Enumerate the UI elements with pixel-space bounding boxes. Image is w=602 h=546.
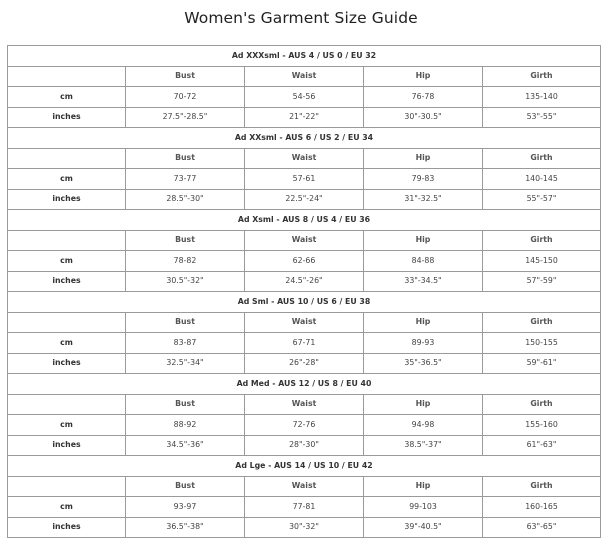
column-header-row: [8, 476, 601, 497]
column-header-girth: Girth: [483, 148, 601, 169]
measurement-value-hip: 84-88: [364, 251, 483, 272]
column-header-hip: Hip: [364, 312, 483, 333]
measurement-value-girth: 59"-61": [483, 353, 601, 374]
measurement-value-bust: 83-87: [126, 333, 245, 354]
measurement-value-girth: 53"-55": [483, 107, 601, 128]
measurement-value-girth: 160-165: [483, 497, 601, 518]
column-header-girth: Girth: [483, 394, 601, 415]
measurement-value-girth: 155-160: [483, 415, 601, 436]
measurement-value-bust: 28.5"-30": [126, 189, 245, 210]
measurement-value-bust: 32.5"-34": [126, 353, 245, 374]
unit-label: inches: [8, 353, 126, 374]
column-header-bust: Bust: [126, 312, 245, 333]
column-header-waist: Waist: [245, 312, 364, 333]
measurement-value-waist: 24.5"-26": [245, 271, 364, 292]
measurement-value-waist: 28"-30": [245, 435, 364, 456]
measurement-value-waist: 26"-28": [245, 353, 364, 374]
column-header-girth: Girth: [483, 312, 601, 333]
measurement-value-bust: 30.5"-32": [126, 271, 245, 292]
column-header-hip: Hip: [364, 476, 483, 497]
column-header-hip: Hip: [364, 230, 483, 251]
measurement-value-hip: 79-83: [364, 169, 483, 190]
measurement-value-bust: 78-82: [126, 251, 245, 272]
unit-label: cm: [8, 497, 126, 518]
measurement-value-hip: 31"-32.5": [364, 189, 483, 210]
size-section-title: Ad Sml - AUS 10 / US 6 / EU 38: [8, 292, 601, 313]
column-header-waist: Waist: [245, 230, 364, 251]
measurement-value-bust: 27.5"-28.5": [126, 107, 245, 128]
size-section-title: Ad Xsml - AUS 8 / US 4 / EU 36: [8, 210, 601, 231]
measurement-row-cm: [8, 497, 601, 518]
empty-corner-cell: [8, 476, 126, 497]
measurement-row-cm: [8, 169, 601, 190]
measurement-row-inches: [8, 189, 601, 210]
measurement-row-cm: [8, 415, 601, 436]
column-header-bust: Bust: [126, 476, 245, 497]
measurement-value-hip: 33"-34.5": [364, 271, 483, 292]
measurement-value-hip: 30"-30.5": [364, 107, 483, 128]
size-section-header: [8, 292, 601, 313]
measurement-row-inches: [8, 353, 601, 374]
unit-label: cm: [8, 333, 126, 354]
measurement-value-girth: 61"-63": [483, 435, 601, 456]
measurement-value-waist: 62-66: [245, 251, 364, 272]
measurement-value-bust: 70-72: [126, 87, 245, 108]
unit-label: cm: [8, 251, 126, 272]
unit-label: inches: [8, 271, 126, 292]
measurement-value-waist: 22.5"-24": [245, 189, 364, 210]
column-header-hip: Hip: [364, 394, 483, 415]
measurement-value-hip: 76-78: [364, 87, 483, 108]
column-header-hip: Hip: [364, 66, 483, 87]
size-section-header: [8, 46, 601, 67]
measurement-value-waist: 54-56: [245, 87, 364, 108]
size-section-title: Ad XXXsml - AUS 4 / US 0 / EU 32: [8, 46, 601, 67]
column-header-waist: Waist: [245, 148, 364, 169]
size-section-title: Ad Lge - AUS 14 / US 10 / EU 42: [8, 456, 601, 477]
measurement-value-waist: 77-81: [245, 497, 364, 518]
column-header-row: [8, 148, 601, 169]
size-guide-table: [7, 45, 601, 538]
column-header-girth: Girth: [483, 230, 601, 251]
measurement-value-bust: 88-92: [126, 415, 245, 436]
measurement-row-inches: [8, 517, 601, 538]
measurement-value-hip: 94-98: [364, 415, 483, 436]
empty-corner-cell: [8, 312, 126, 333]
measurement-value-hip: 39"-40.5": [364, 517, 483, 538]
measurement-value-waist: 30"-32": [245, 517, 364, 538]
column-header-waist: Waist: [245, 476, 364, 497]
measurement-value-girth: 140-145: [483, 169, 601, 190]
size-section-header: [8, 456, 601, 477]
empty-corner-cell: [8, 230, 126, 251]
size-section-title: Ad XXsml - AUS 6 / US 2 / EU 34: [8, 128, 601, 149]
size-section-header: [8, 210, 601, 231]
column-header-bust: Bust: [126, 394, 245, 415]
measurement-value-bust: 34.5"-36": [126, 435, 245, 456]
measurement-value-girth: 57"-59": [483, 271, 601, 292]
measurement-row-inches: [8, 435, 601, 456]
column-header-girth: Girth: [483, 66, 601, 87]
measurement-value-hip: 89-93: [364, 333, 483, 354]
unit-label: inches: [8, 517, 126, 538]
column-header-row: [8, 66, 601, 87]
measurement-value-hip: 38.5"-37": [364, 435, 483, 456]
size-section-header: [8, 128, 601, 149]
measurement-value-girth: 150-155: [483, 333, 601, 354]
measurement-value-girth: 55"-57": [483, 189, 601, 210]
measurement-value-waist: 67-71: [245, 333, 364, 354]
unit-label: cm: [8, 87, 126, 108]
measurement-value-girth: 135-140: [483, 87, 601, 108]
measurement-value-waist: 57-61: [245, 169, 364, 190]
column-header-girth: Girth: [483, 476, 601, 497]
unit-label: inches: [8, 189, 126, 210]
unit-label: cm: [8, 169, 126, 190]
column-header-bust: Bust: [126, 148, 245, 169]
column-header-row: [8, 394, 601, 415]
column-header-hip: Hip: [364, 148, 483, 169]
measurement-value-girth: 63"-65": [483, 517, 601, 538]
measurement-value-hip: 35"-36.5": [364, 353, 483, 374]
column-header-bust: Bust: [126, 230, 245, 251]
measurement-value-bust: 73-77: [126, 169, 245, 190]
measurement-value-bust: 36.5"-38": [126, 517, 245, 538]
empty-corner-cell: [8, 66, 126, 87]
unit-label: inches: [8, 107, 126, 128]
measurement-row-inches: [8, 271, 601, 292]
measurement-row-inches: [8, 107, 601, 128]
measurement-value-hip: 99-103: [364, 497, 483, 518]
measurement-value-girth: 145-150: [483, 251, 601, 272]
measurement-value-waist: 21"-22": [245, 107, 364, 128]
measurement-row-cm: [8, 87, 601, 108]
unit-label: inches: [8, 435, 126, 456]
unit-label: cm: [8, 415, 126, 436]
column-header-waist: Waist: [245, 66, 364, 87]
column-header-waist: Waist: [245, 394, 364, 415]
size-section-title: Ad Med - AUS 12 / US 8 / EU 40: [8, 374, 601, 395]
measurement-row-cm: [8, 333, 601, 354]
column-header-row: [8, 312, 601, 333]
empty-corner-cell: [8, 394, 126, 415]
page-title: Women's Garment Size Guide: [184, 9, 418, 27]
column-header-row: [8, 230, 601, 251]
measurement-value-bust: 93-97: [126, 497, 245, 518]
measurement-value-waist: 72-76: [245, 415, 364, 436]
size-section-header: [8, 374, 601, 395]
column-header-bust: Bust: [126, 66, 245, 87]
empty-corner-cell: [8, 148, 126, 169]
measurement-row-cm: [8, 251, 601, 272]
